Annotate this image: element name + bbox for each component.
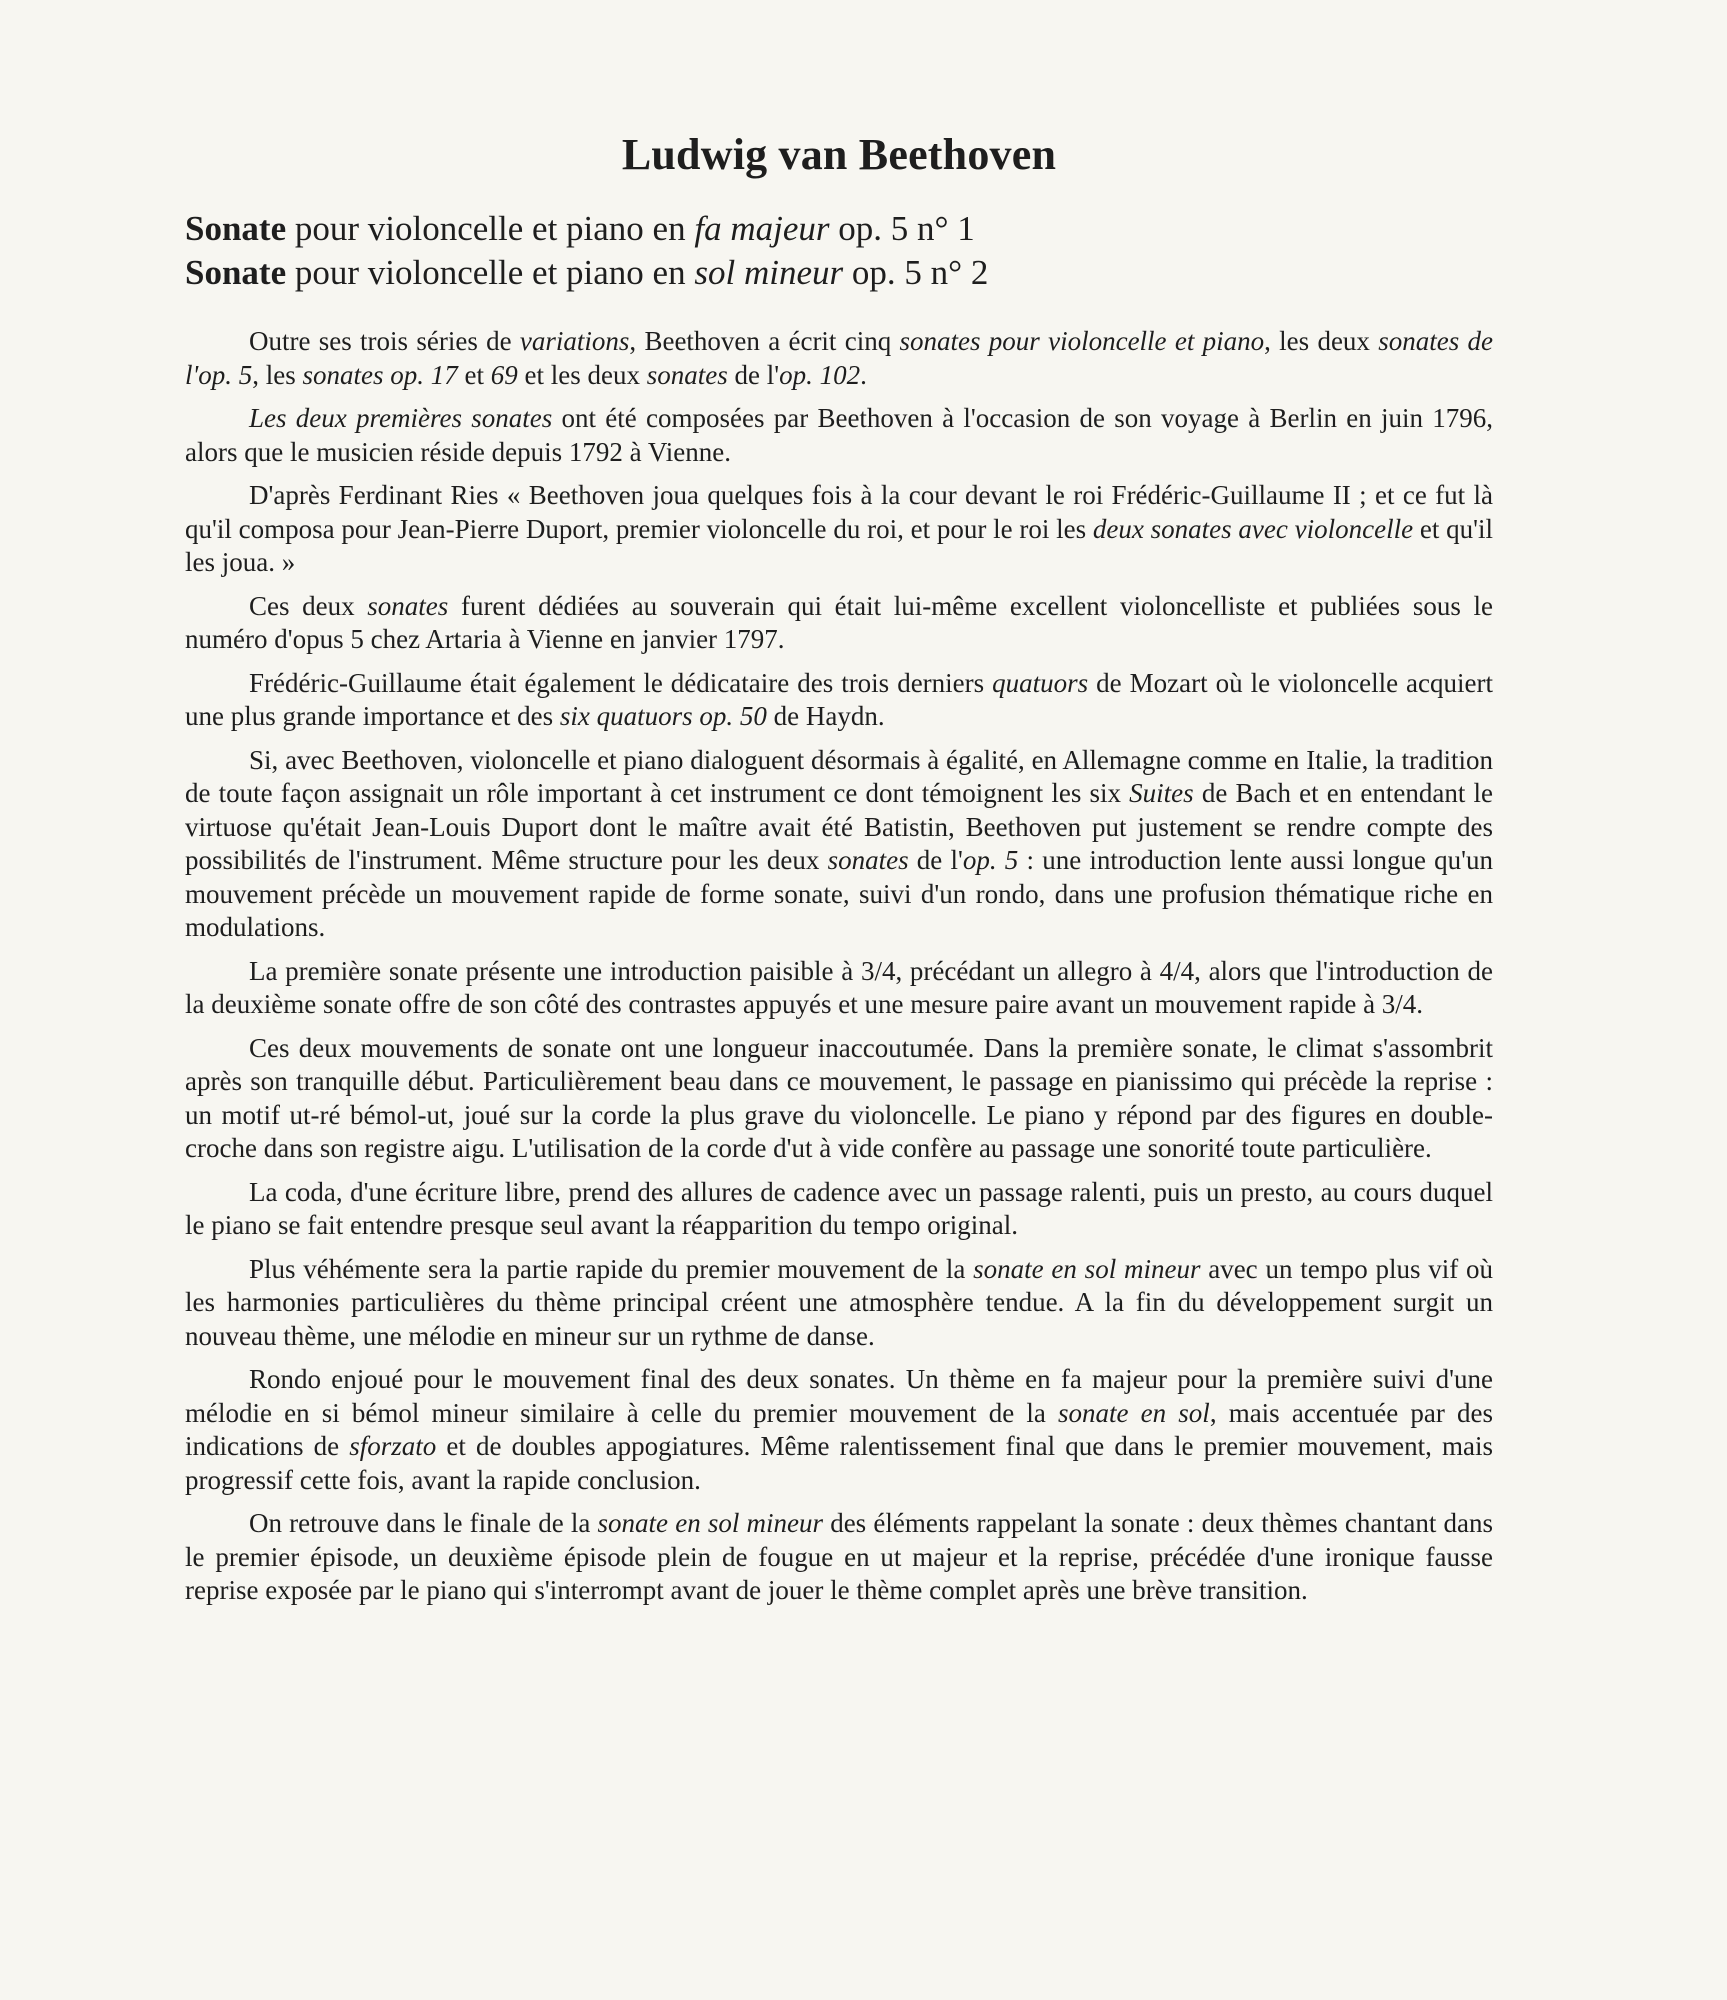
work-label: Sonate [185, 209, 287, 248]
italic-text: op. 5 [962, 845, 1019, 875]
italic-text: Suites [1129, 778, 1194, 808]
work-title [185, 251, 1493, 295]
body-paragraph [185, 955, 1493, 1022]
italic-text: sonates pour violoncelle et piano [899, 326, 1265, 356]
italic-text: sonates de l'op. 5 [185, 326, 1494, 390]
work-desc: pour violoncelle et piano en [286, 253, 695, 292]
italic-text: sforzato [349, 1431, 437, 1461]
body-paragraph [185, 325, 1493, 392]
italic-text: op. 102 [779, 359, 861, 390]
body-paragraph [185, 590, 1493, 657]
text-run: , Beethoven a écrit cinq [629, 326, 900, 356]
text-run: et les deux [517, 359, 647, 390]
body-paragraph [185, 667, 1493, 734]
body-paragraph [185, 1507, 1493, 1608]
text-run: Si, avec Beethoven, violoncelle et piano dialoguent désormais à égalité, en Allemagne comme en Italie, la tradition de toute façon assignait un rôle important à cet instrument ce dont témoignent les six [185, 744, 1493, 808]
text-run: . [860, 359, 867, 390]
text-run: de Bach et en entendant le virtuose qu'était Jean-Louis Duport dont le maître avait été Batistin, Beethoven put justement se rendre compte des possibilités de l'instrument. Même structure pour les deux [185, 778, 1494, 875]
text-run: furent dédiées au souverain qui était lui-même excellent violoncelliste et publiées sous le numéro d'opus 5 chez Artaria à Vienne en janvier 1797. [185, 590, 1493, 654]
italic-text: sonate en sol mineur [973, 1253, 1201, 1284]
italic-text: sonate en sol mineur [597, 1508, 824, 1538]
text-run: On retrouve dans le finale de la [249, 1508, 598, 1538]
italic-text: sonates [646, 359, 728, 390]
body-paragraph [185, 744, 1493, 945]
italic-text: quatuors [992, 667, 1089, 698]
work-opus: op. 5 n° 2 [843, 253, 989, 292]
text-run: D'après Ferdinant Ries « Beethoven joua quelques fois à la cour devant le roi Frédéric-Guillaume II ; et ce fut là qu'il composa pour Jean-Pierre Duport, premier violoncelle du roi, et pour le roi les [185, 480, 1493, 544]
text-run: et qu'il les joua. » [185, 513, 1493, 577]
page-title: Ludwig van Beethoven [621, 130, 1057, 179]
body-paragraph [185, 1363, 1493, 1497]
work-label: Sonate [185, 253, 287, 292]
italic-text: sonates op. 17 [302, 359, 458, 390]
text-run: avec un tempo plus vif où les harmonies particulières du thème principal créent une atmosphère tendue. A la fin du développement surgit un nouveau thème, une mélodie en mineur sur un rythme de danse. [185, 1253, 1493, 1351]
text-run: et [457, 359, 491, 390]
text-run: La première sonate présente une introduction paisible à 3/4, précédant un allegro à 4/4, alors que l'introduction de la deuxième sonate offre de son côté des contrastes appuyés et une mesure paire avant un mouvement rapide à 3/4. [185, 955, 1493, 1019]
italic-text: sonates [367, 590, 449, 621]
text-run: : une introduction lente aussi longue qu'un mouvement précède un mouvement rapide de forme sonate, suivi d'un rondo, dans une profusion thématique riche en modulations. [185, 845, 1493, 942]
text-run: La coda, d'une écriture libre, prend des allures de cadence avec un passage ralenti, puis un presto, au cours duquel le piano se fait entendre presque seul avant la réapparition du tempo original. [185, 1176, 1493, 1240]
text-run: Ces deux [249, 590, 368, 621]
text-run: Rondo enjoué pour le mouvement final des deux sonates. Un thème en fa majeur pour la première suivi d'une mélodie en si bémol mineur similaire à celle du premier mouvement de la [185, 1364, 1493, 1428]
text-run: , les [252, 359, 303, 390]
work-desc: pour violoncelle et piano en [286, 209, 695, 248]
text-run: , mais accentuée par des indications de [185, 1397, 1493, 1461]
work-key: sol mineur [694, 253, 844, 292]
body-text [185, 325, 1493, 1608]
body-paragraph [185, 1253, 1493, 1354]
work-opus: op. 5 n° 1 [829, 209, 975, 248]
work-key: fa majeur [694, 209, 830, 248]
text-run: ont été composées par Beethoven à l'occasion de son voyage à Berlin en juin 1796, alors que le musicien réside depuis 1792 à Vienne. [185, 403, 1493, 467]
italic-text: six quatuors op. 50 [559, 701, 767, 731]
italic-text: variations [519, 326, 630, 356]
italic-text: 69 [490, 359, 518, 390]
text-run: Frédéric-Guillaume était également le dédicataire des trois derniers [249, 667, 993, 698]
italic-text: Les deux premières sonates [249, 403, 553, 433]
body-paragraph [185, 402, 1493, 469]
document-page [185, 125, 1493, 1618]
italic-text: deux sonates avec violoncelle [1092, 513, 1414, 544]
text-run: Outre ses trois séries de [249, 326, 520, 356]
body-paragraph [185, 1176, 1493, 1243]
text-run: des éléments rappelant la sonate : deux thèmes chantant dans le premier épisode, un deuxième épisode plein de fougue en ut majeur et la reprise, précédée d'une ironique fausse reprise exposée par le piano qui s'interrompt avant de jouer le thème complet après une brève transition. [185, 1508, 1493, 1605]
text-run: de l' [908, 845, 963, 875]
text-run: de Haydn. [766, 701, 885, 731]
text-run: Plus véhémente sera la partie rapide du premier mouvement de la [249, 1253, 974, 1284]
text-run: , les deux [1264, 326, 1379, 356]
body-paragraph [185, 479, 1493, 580]
text-run: et de doubles appogiatures. Même ralentissement final que dans le premier mouvement, mais progressif cette fois, avant la rapide conclusion. [185, 1431, 1494, 1495]
body-paragraph [185, 1032, 1493, 1166]
text-run: de l' [727, 359, 780, 390]
work-title [185, 207, 1493, 251]
italic-text: sonate en sol [1058, 1397, 1210, 1428]
italic-text: sonates [827, 845, 909, 875]
text-run: Ces deux mouvements de sonate ont une longueur inaccoutumée. Dans la première sonate, le climat s'assombrit après son tranquille début. Particulièrement beau dans ce mouvement, le passage en pianissimo qui précède la reprise : un motif ut-ré bémol-ut, joué sur la corde la plus grave du violoncelle. Le piano y répond par des figures en double-croche dans son registre aigu. L'utilisation de la corde d'ut à vide confère au passage une sonorité toute particulière. [185, 1032, 1493, 1163]
work-list [185, 207, 1493, 295]
text-run: de Mozart où le violoncelle acquiert une plus grande importance et des [185, 667, 1494, 731]
